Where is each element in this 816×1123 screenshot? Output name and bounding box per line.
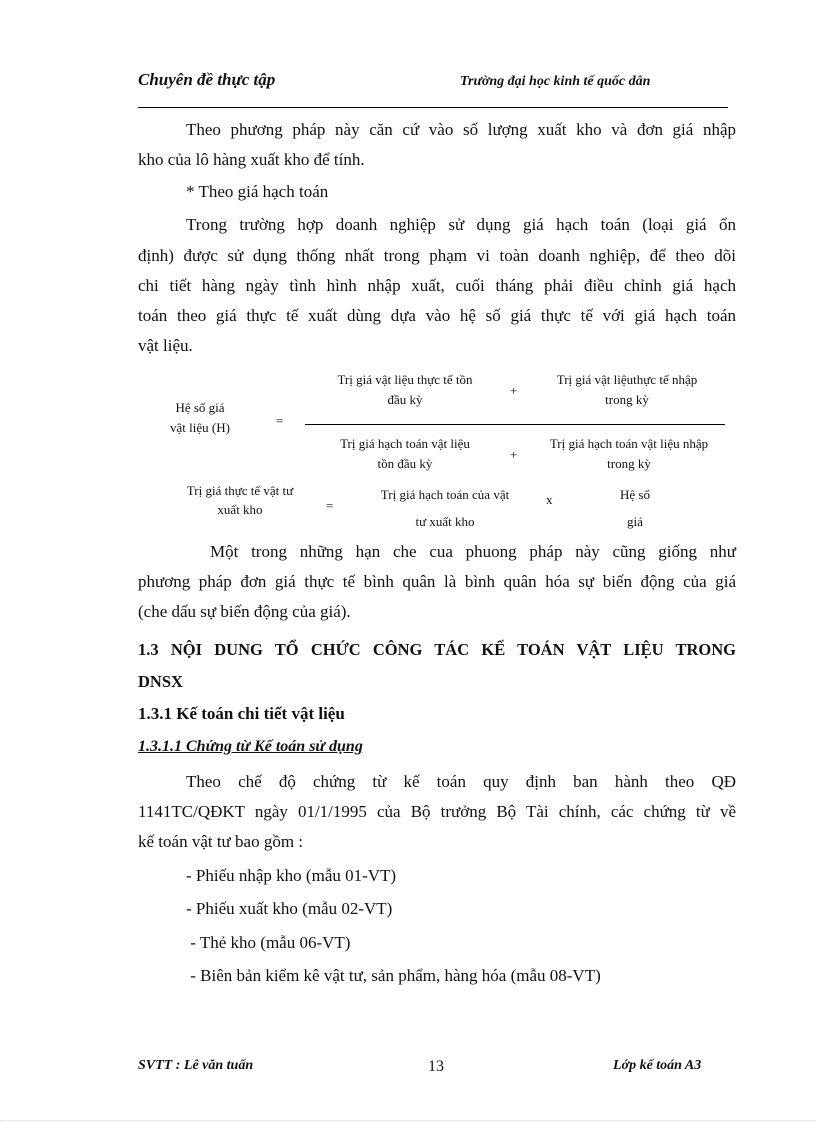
fraction-bar (305, 424, 725, 425)
list-item: - Biên bản kiểm kê vật tư, sản phẩm, hàng hóa (mẫu 08-VT) (186, 966, 601, 985)
formula2-lhs: Trị giá thực tế vật tư xuất kho (186, 483, 294, 517)
list-item: - Phiếu xuất kho (mẫu 02-VT) (186, 899, 393, 918)
formula1-denominator-plus: + (510, 447, 518, 462)
header-left: Chuyên đề thực tập (138, 70, 276, 89)
paragraph-line: kho của lô hàng xuất kho để tính. (138, 150, 365, 169)
formula1-lhs: Hệ số giá vật liệu (H) (170, 400, 230, 435)
formula1-numerator-b: Trị giá vật liệuthực tế nhập trong kỳ (556, 372, 698, 407)
formula2-rhs: Hệ số giá (620, 487, 650, 529)
paragraph-line: (che dấu sự biến động của giá). (138, 602, 351, 621)
formula1-numerator-a: Trị giá vật liệu thực tế tồn đầu kỳ (337, 372, 473, 407)
footer-student: SVTT : Lê văn tuấn (138, 1058, 254, 1073)
formula2-times: x (546, 492, 553, 507)
paragraph-line: vật liệu. (138, 336, 193, 355)
paragraph-line: Theo chế độ chứng từ kế toán quy định ban hành theo QĐ (186, 772, 736, 791)
paragraph-line: 1141TC/QĐKT ngày 01/1/1995 của Bộ trưởng Bộ Tài chính, các chứng từ về (138, 802, 736, 821)
footer-class: Lớp kế toán A3 (613, 1058, 702, 1073)
formula2-middle: Trị giá hạch toán của vật tư xuất kho (380, 487, 510, 529)
paragraph-line: toán theo giá thực tế xuất dùng dựa vào hệ số giá thực tế với giá hạch toán (138, 306, 736, 325)
paragraph-line: Một trong những hạn che cua phuong pháp này cũng giống như (210, 542, 736, 561)
paragraph-line: chi tiết hàng ngày tình hình nhập xuất, cuối tháng phải điều chỉnh giá hạch (138, 276, 736, 295)
paragraph-line: kế toán vật tư bao gồm : (138, 832, 304, 851)
formula1-equals: = (276, 413, 284, 428)
paragraph-line: * Theo giá hạch toán (186, 182, 329, 201)
formula1-denominator-b: Trị giá hạch toán vật liệu nhập trong kỳ (549, 436, 709, 471)
header-right: Trường đại học kinh tế quốc dân (460, 74, 651, 89)
subsubsection-heading: 1.3.1.1 Chứng từ Kế toán sử dụng (138, 738, 363, 755)
page-edge (0, 1120, 816, 1121)
formula1-numerator-plus: + (510, 383, 518, 398)
header-rule (138, 107, 728, 108)
section-heading: 1.3 NỘI DUNG TỔ CHỨC CÔNG TÁC KẾ TOÁN VẬT LIỆU TRONG (138, 640, 736, 659)
list-item: - Phiếu nhập kho (mẫu 01-VT) (186, 866, 397, 885)
subsection-heading: 1.3.1 Kế toán chi tiết vật liệu (138, 704, 345, 723)
page-number: 13 (428, 1058, 444, 1075)
paragraph-line: Theo phương pháp này căn cứ vào số lượng xuất kho và đơn giá nhập (186, 120, 736, 139)
paragraph-line: Trong trường hợp doanh nghiệp sử dụng giá hạch toán (loại giá ổn (186, 215, 736, 234)
section-heading-cont: DNSX (138, 672, 183, 691)
formula2-equals: = (326, 498, 334, 513)
list-item: - Thẻ kho (mẫu 06-VT) (186, 933, 351, 952)
formula1-denominator-a: Trị giá hạch toán vật liệu tồn đầu kỳ (340, 436, 470, 471)
paragraph-line: định) được sử dụng thống nhất trong phạm vi toàn doanh nghiệp, để theo dõi (138, 246, 736, 265)
paragraph-line: phương pháp đơn giá thực tế bình quân là bình quân hóa sự biến động của giá (138, 572, 736, 591)
